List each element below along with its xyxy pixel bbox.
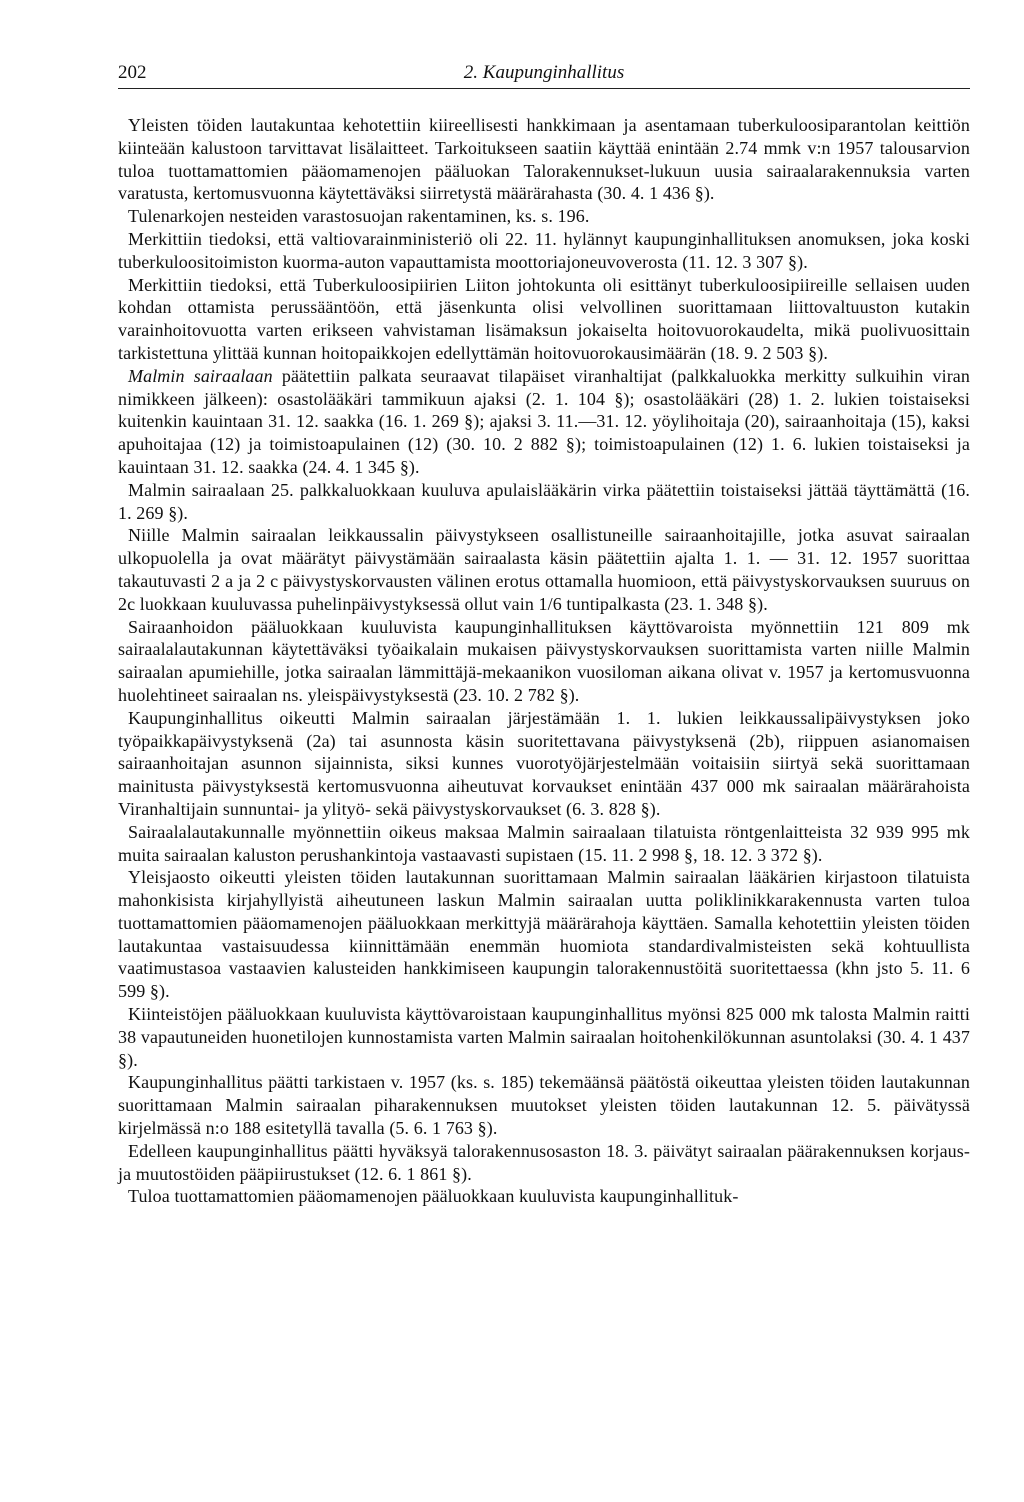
paragraph-6-text: Malmin sairaalaan 25. palkkaluokkaan kuuluva apulaislääkärin virka päätettiin toistaiseksi jättää täyttämättä (16. 1. 269 §). xyxy=(118,479,970,523)
paragraph-11-text: Yleisjaosto oikeutti yleisten töiden lautakunnan suorittamaan Malmin sairaalan lääkärien kirjastoon tilatuista mahonkisista kirjahyllyistä aiheutuneen laskun Malmin sairaalan uutta poliklinikkarakennusta varten tuloa tuottamattomien pääomamenojen pääluokkaan merkittyjä määrärahoja käyttäen. Samalla kehotettiin yleisten töiden lautakuntaa vastaisuudessa kiinnittämään enemmän huomiota standardivalmisteisten sekä kohtuullista vaatimustasoa vastaavien kalusteiden hankkimiseen kaupungin talorakennustöitä suoritettaessa (khn jsto 5. 11. 6 599 §). xyxy=(118,867,970,1002)
section-title: 2. Kaupunginhallitus xyxy=(463,62,625,83)
paragraph-9-text: Kaupunginhallitus oikeutti Malmin sairaalan järjestämään 1. 1. lukien leikkaussalipäivystyksen joko työpaikkapäivystyksenä (2a) tai asunnosta käsin suoritettavana päivystyksenä (2b), riippuen asianomaisen sairaanhoitajan asunnon sijainnista, siksi kunnes vuorotyöjärjestelmään voitaisiin siirtyä sekä suorittamaan mainitusta päivystyksestä kertomusvuonna aiheutuvat korvaukset enintään 437 000 mk sairaalan määrärahoista Viranhaltijain sunnuntai- ja ylityö- sekä päivystyskorvaukset (6. 3. 828 §). xyxy=(118,707,970,819)
paragraph-1 xyxy=(118,114,970,205)
body-text xyxy=(118,114,970,1208)
paragraph-1-text: Yleisten töiden lautakuntaa kehotettiin kiireellisesti hankkimaan ja asentamaan tuberkuloosiparantolan keittiön kiinteään kalustoon tarvittavat lisälaitteet. Tarkoitukseen saatiin käyttää enintään 2.74 mmk v:n 1957 talousarvion tuloa tuottamattomien pääomamenojen pääluokan Talorakennukset-lukuun uusia sairaalarakennuksia varten varatusta, kertomusvuonna käytettäväksi siirretystä määrärahasta (30. 4. 1 436 §). xyxy=(118,115,970,204)
paragraph-13 xyxy=(118,1071,970,1139)
paragraph-5 xyxy=(118,365,970,479)
paragraph-2 xyxy=(118,205,970,228)
paragraph-4 xyxy=(118,274,970,365)
paragraph-7 xyxy=(118,524,970,615)
paragraph-10-text: Sairaalalautakunnalle myönnettiin oikeus maksaa Malmin sairaalaan tilatuista röntgenlaitteista 32 939 995 mk muita sairaalan kaluston perushankintoja vastaavasti supistaen (15. 11. 2 998 §, 18. 12. 3 372 §). xyxy=(118,821,970,865)
paragraph-12 xyxy=(118,1003,970,1071)
paragraph-2-text: Tulenarkojen nesteiden varastosuojan rakentaminen, ks. s. 196. xyxy=(128,206,590,227)
paragraph-10 xyxy=(118,821,970,867)
paragraph-14-text: Edelleen kaupunginhallitus päätti hyväksyä talorakennusosaston 18. 3. päivätyt sairaalan päärakennuksen korjaus- ja muutostöiden pääpiirustukset (12. 6. 1 861 §). xyxy=(118,1140,970,1184)
paragraph-12-text: Kiinteistöjen pääluokkaan kuuluvista käyttövaroistaan kaupunginhallitus myönsi 825 000 mk talosta Malmin raitti 38 vapautuneiden huonetilojen kunnostamista varten Malmin sairaalan hoitohenkilökunnan asuntolaksi (30. 4. 1 437 §). xyxy=(118,1004,970,1070)
page-number: 202 xyxy=(118,62,147,83)
paragraph-14 xyxy=(118,1140,970,1186)
running-head xyxy=(118,54,970,89)
paragraph-11 xyxy=(118,866,970,1003)
paragraph-15-text: Tuloa tuottamattomien pääomamenojen pääluokkaan kuuluvista kaupunginhallituk- xyxy=(128,1186,739,1207)
paragraph-5-italic-lead: Malmin sairaalaan xyxy=(128,365,273,386)
paragraph-5-text: päätettiin palkata seuraavat tilapäiset viranhaltijat (palkkaluokka merkitty sulkuihin viran nimikkeen jälkeen): osastolääkäri tammikuun ajaksi (2. 1. 104 §); osastolääkäri (28) 1. 2. lukien toistaiseksi kuitenkin kauintaan 31. 12. saakka (16. 1. 269 §); ajaksi 3. 11.—31. 12. yöylihoitaja (20), sairaanhoitaja (15), kaksi apuhoitajaa (12) ja toimistoapulainen (12) (30. 10. 2 882 §); toimistoapulainen (12) 1. 6. lukien toistaiseksi ja kauintaan 31. 12. saakka (24. 4. 1 345 §). xyxy=(118,365,970,477)
paragraph-13-text: Kaupunginhallitus päätti tarkistaen v. 1957 (ks. s. 185) tekemäänsä päätöstä oikeuttaa yleisten töiden lautakunnan suorittamaan Malmin sairaalan piharakennuksen muutokset yleisten töiden lautakunnan 12. 5. päivätyssä kirjelmässä n:o 188 esitetyllä tavalla (5. 6. 1 763 §). xyxy=(118,1072,970,1139)
paragraph-15 xyxy=(118,1185,970,1208)
paragraph-3-text: Merkittiin tiedoksi, että valtiovarainministeriö oli 22. 11. hylännyt kaupunginhallituksen anomuksen, joka koski tuberkuloositoimiston kuorma-auton vapauttamista moottoriajoneuvoverosta (11. 12. 3 307 §). xyxy=(118,228,970,272)
paragraph-4-text: Merkittiin tiedoksi, että Tuberkuloosipiirien Liiton johtokunta oli esittänyt tuberkuloosipiireille sellaisen uuden kohdan ottamista perussääntöön, että jäsenkunta olisi velvollinen suorittamaan liittovaltuuston kutakin varainhoitovuotta varten erikseen vahvistaman lisämaksun jokaiselta hoitovuorokaudelta, mikä puolivuosittain tarkistettuna ylittää kunnan hoitopaikkojen edellyttämän hoitovuorokausimäärän (18. 9. 2 503 §). xyxy=(118,274,970,363)
paragraph-3 xyxy=(118,228,970,274)
paragraph-8-text: Sairaanhoidon pääluokkaan kuuluvista kaupunginhallituksen käyttövaroista myönnettiin 121 809 mk sairaalalautakunnan käytettäväksi työaikalain mukaisen päivystyskorvauksen suorittamista varten niille Malmin sairaalan apumiehille, jotka sairaalan lämmittäjä-mekaanikon vuosiloman aikana olivat v. 1957 ja kertomusvuonna huolehtineet sairaalan ns. yleispäivystyksestä (23. 10. 2 782 §). xyxy=(118,616,970,705)
paragraph-8 xyxy=(118,616,970,707)
paragraph-7-text: Niille Malmin sairaalan leikkaussalin päivystykseen osallistuneille sairaanhoitajille, jotka asuvat sairaalan ulkopuolella ja ovat määrätyt päivystämään sairaalasta käsin päätettiin ajalta 1. 1. — 31. 12. 1957 suorittaa takautuvasti 2 a ja 2 c päivystyskorvausten välinen erotus ottamalla huomioon, että päivystyskorvauksen suuruus on 2c luokkaan kuuluvassa puhelinpäivystyksessä ollut vain 1/6 tuntipalkasta (23. 1. 348 §). xyxy=(118,525,970,614)
paragraph-9 xyxy=(118,707,970,821)
paragraph-6 xyxy=(118,479,970,525)
